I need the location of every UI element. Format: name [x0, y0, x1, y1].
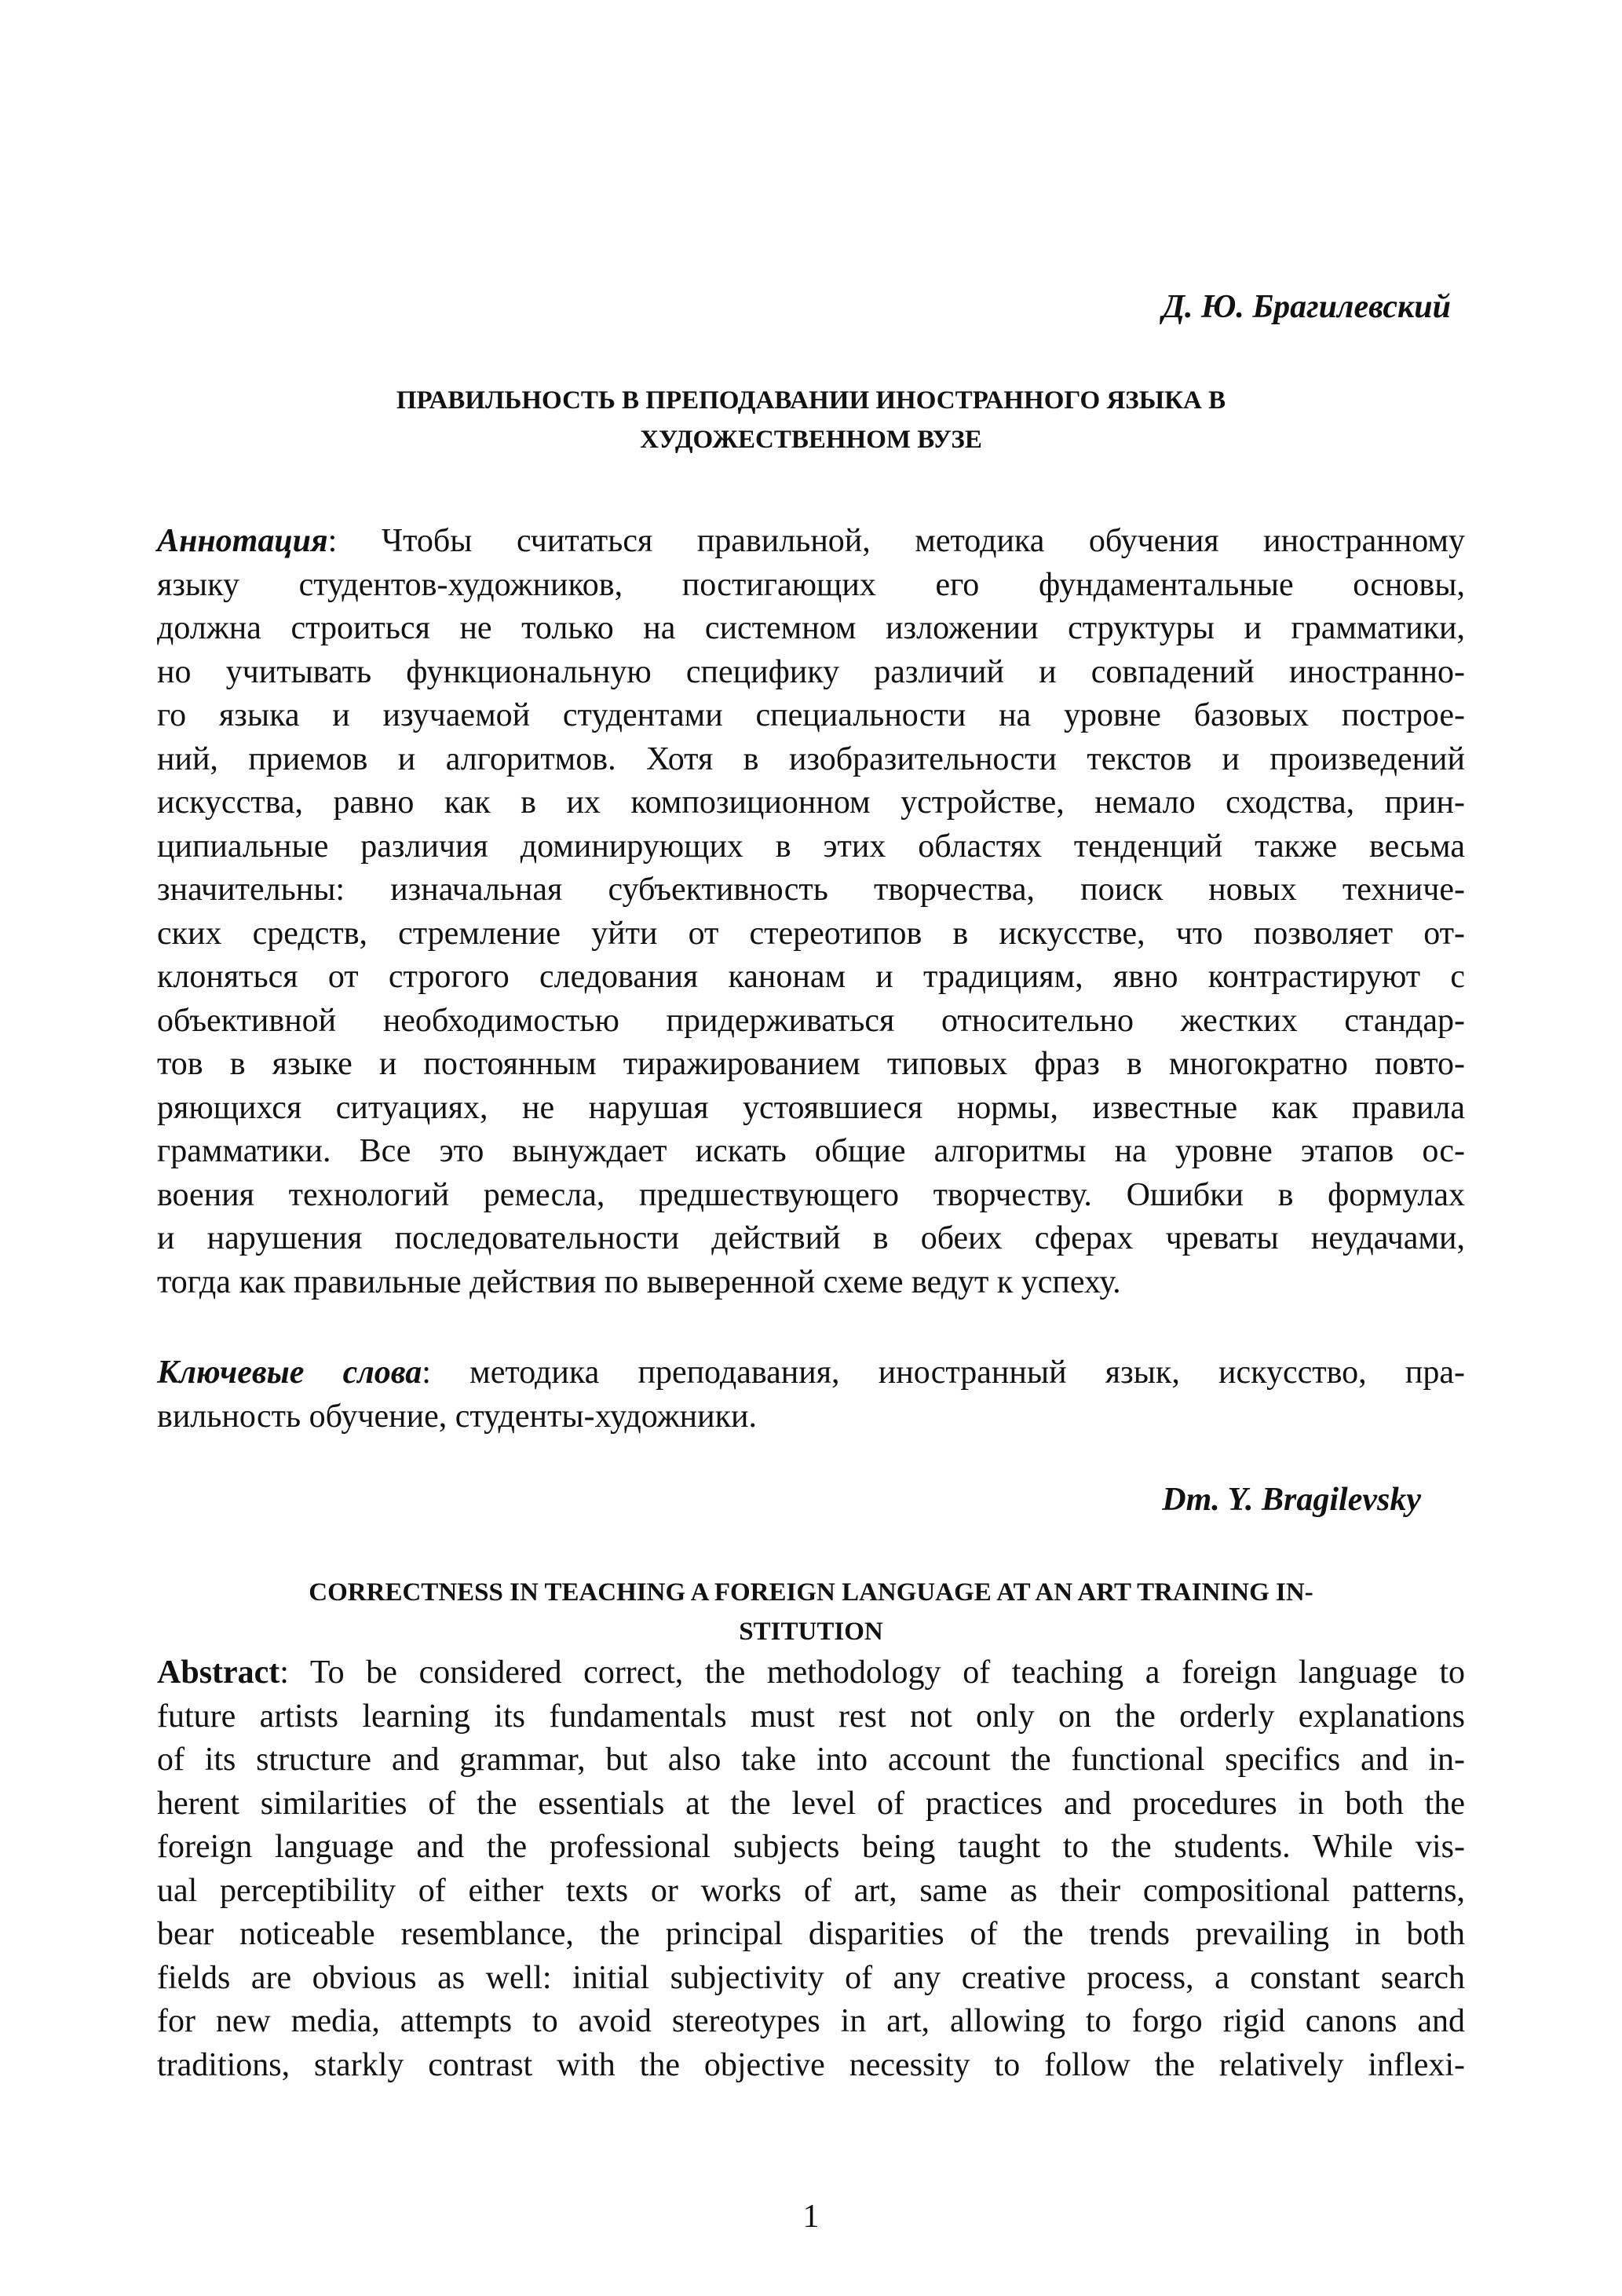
- annotation-line: грамматики. Все это вынуждает искать общие алгоритмы на уровне этапов ос-: [157, 1133, 1465, 1169]
- title-en-line: CORRECTNESS IN TEACHING A FOREIGN LANGUAGE AT AN ART TRAINING IN-: [309, 1578, 1313, 1607]
- keywords-label: Ключевые слова: [157, 1355, 422, 1391]
- annotation-line: [157, 520, 1465, 564]
- annotation-paragraph: [157, 520, 1465, 1304]
- title-ru: [157, 381, 1465, 459]
- annotation-line: клоняться от строгого следования канонам и традициям, явно контрастируют с: [157, 959, 1465, 995]
- annotation-line: но учитывать функциональную специфику различий и совпадений иностранно-: [157, 653, 1465, 690]
- abstract-line: of its structure and grammar, but also take into account the functional specifics and in-: [157, 1742, 1465, 1778]
- author-ru: Д. Ю. Брагилевский: [1162, 289, 1451, 325]
- abstract-line: ual perceptibility of either texts or works of art, same as their compositional patterns,: [157, 1872, 1465, 1909]
- annotation-line: объективной необходимостью придерживаться относительно жестких стандар-: [157, 1002, 1465, 1039]
- abstract-line: herent similarities of the essentials at the level of practices and procedures in both the: [157, 1785, 1465, 1822]
- abstract-text: : To be considered correct, the methodology of teaching a foreign language to: [279, 1654, 1465, 1691]
- annotation-line: искусства, равно как в их композиционном устройстве, немало сходства, прин-: [157, 784, 1465, 821]
- annotation-line: ряющихся ситуациях, не нарушая устоявшиеся нормы, известные как правила: [157, 1089, 1465, 1126]
- annotation-line: значительны: изначальная субъективность творчества, поиск новых техниче-: [157, 872, 1465, 908]
- page-number: 1: [802, 2199, 820, 2235]
- keywords-text: : методика преподавания, иностранный язык, искусство, пра-: [422, 1355, 1465, 1391]
- annotation-text: : Чтобы считаться правильной, методика обучения иностранному: [327, 523, 1465, 559]
- abstract-line: for new media, attempts to avoid stereotypes in art, allowing to forgo rigid canons and: [157, 2003, 1465, 2039]
- title-en-line: STITUTION: [739, 1618, 883, 1646]
- title-en: [157, 1573, 1465, 1651]
- title-ru-line: ХУДОЖЕСТВЕННОМ ВУЗЕ: [640, 426, 982, 454]
- keywords-line: вильность обучение, студенты-художники.: [157, 1398, 757, 1435]
- abstract-label: Abstract: [157, 1654, 280, 1691]
- abstract-line: future artists learning its fundamentals must rest not only on the orderly explanations: [157, 1698, 1465, 1735]
- annotation-line: и нарушения последовательности действий в обеих сферах чреваты неудачами,: [157, 1220, 1465, 1256]
- annotation-line: ний, приемов и алгоритмов. Хотя в изобразительности текстов и произведений: [157, 740, 1465, 777]
- abstract-line: [157, 1651, 1465, 1695]
- annotation-line: го языка и изучаемой студентами специальности на уровне базовых построе-: [157, 697, 1465, 733]
- annotation-line: тогда как правильные действия по выверенной схеме ведут к успеху.: [157, 1263, 1121, 1300]
- annotation-line: должна строиться не только на системном изложении структуры и грамматики,: [157, 610, 1465, 646]
- keywords-paragraph: [157, 1351, 1465, 1439]
- annotation-line: ципиальные различия доминирующих в этих областях тенденций также весьма: [157, 828, 1465, 865]
- title-ru-line: ПРАВИЛЬНОСТЬ В ПРЕПОДАВАНИИ ИНОСТРАННОГО ЯЗЫКА В: [396, 386, 1226, 415]
- abstract-line: traditions, starkly contrast with the objective necessity to follow the relatively inflexi-: [157, 2046, 1465, 2083]
- keywords-line: [157, 1351, 1465, 1395]
- abstract-line: bear noticeable resemblance, the principal disparities of the trends prevailing in both: [157, 1916, 1465, 1952]
- annotation-line: тов в языке и постоянным тиражированием типовых фраз в многократно повто-: [157, 1046, 1465, 1082]
- abstract-paragraph: [157, 1651, 1465, 2087]
- annotation-line: языку студентов-художников, постигающих его фундаментальные основы,: [157, 566, 1465, 603]
- author-en: Dm. Y. Bragilevsky: [1162, 1482, 1421, 1518]
- annotation-line: ских средств, стремление уйти от стереотипов в искусстве, что позволяет от-: [157, 915, 1465, 952]
- annotation-label: Аннотация: [157, 523, 328, 559]
- abstract-line: foreign language and the professional subjects being taught to the students. While vis-: [157, 1829, 1465, 1865]
- annotation-line: воения технологий ремесла, предшествующего творчеству. Ошибки в формулах: [157, 1176, 1465, 1213]
- abstract-line: fields are obvious as well: initial subjectivity of any creative process, a constant search: [157, 1959, 1465, 1996]
